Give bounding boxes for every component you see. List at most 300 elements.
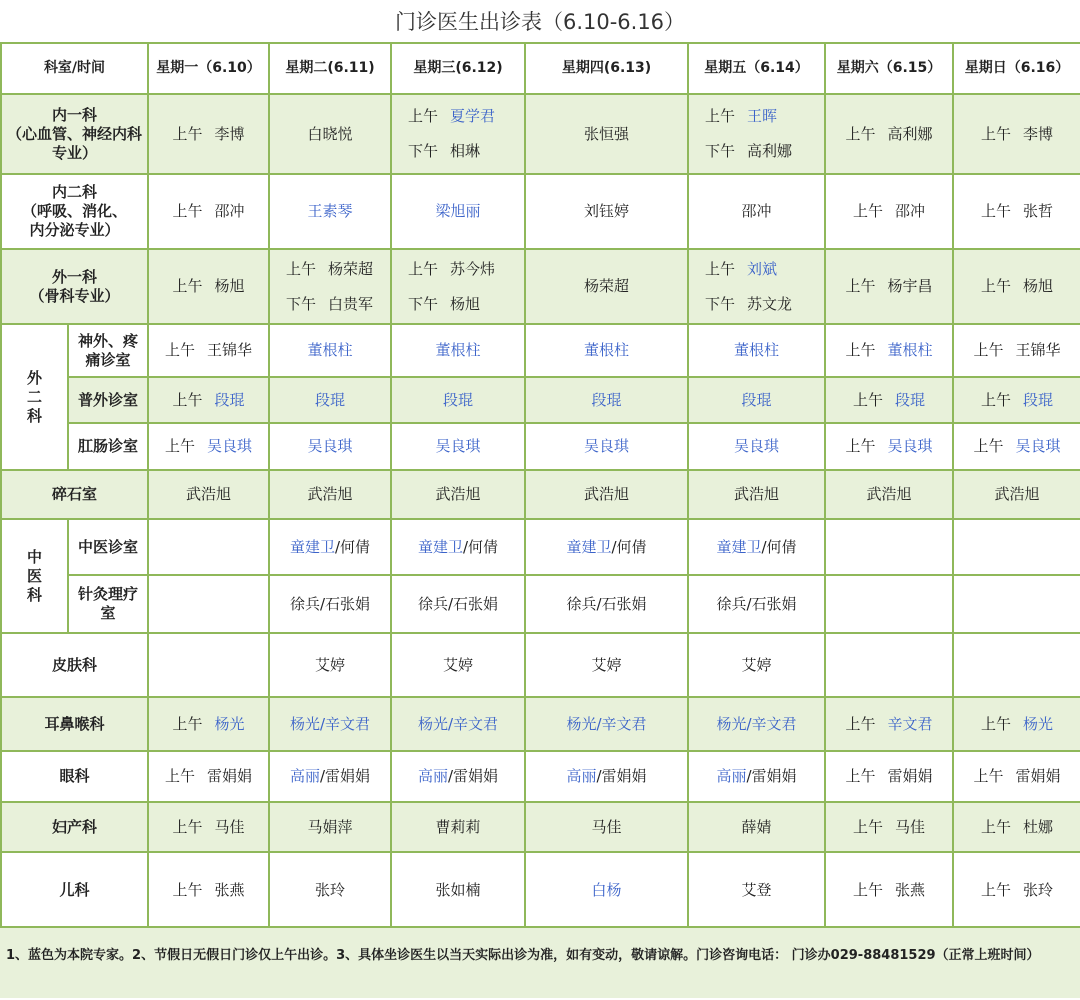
schedule-cell (391, 249, 525, 324)
schedule-cell (525, 802, 688, 852)
dept-label: 针灸理疗室 (68, 575, 148, 633)
expert-doctor-name: 高丽 (289, 767, 320, 785)
schedule-cell (148, 470, 269, 519)
schedule-cell (953, 575, 1080, 633)
day-header: 星期一（6.10） (148, 43, 269, 94)
schedule-cell (953, 697, 1080, 751)
day-header: 星期六（6.15） (825, 43, 953, 94)
doctor-entry (584, 341, 629, 359)
doctor-entry (845, 767, 932, 785)
expert-doctor-name: 吴良琪 (1015, 437, 1061, 455)
schedule-cell (269, 94, 391, 174)
doctor-entry (584, 125, 629, 143)
session-label: 上午 (852, 817, 883, 836)
doctor-entry (981, 391, 1053, 409)
doctor-name: 白贵军 (328, 294, 374, 313)
table-row (1, 751, 1080, 802)
schedule-cell (953, 802, 1080, 852)
doctor-entry (981, 125, 1053, 143)
schedule-cell (148, 852, 269, 928)
doctor-name: 艾婷 (741, 655, 772, 674)
schedule-cell (525, 575, 688, 633)
schedule-cell (953, 324, 1080, 377)
dept-label: 普外诊室 (68, 377, 148, 423)
session-label: 上午 (705, 107, 736, 125)
table-row (1, 575, 1080, 633)
schedule-cell (688, 324, 825, 377)
dept-label: 妇产科 (1, 802, 148, 852)
doctor-name: /雷娟娟 (447, 767, 499, 785)
schedule-cell (825, 324, 953, 377)
doctor-name: 武浩旭 (994, 485, 1040, 503)
schedule-cell (269, 324, 391, 377)
session-label: 上午 (852, 202, 883, 220)
doctor-entry (716, 767, 796, 785)
dept-label: 皮肤科 (1, 633, 148, 697)
day-header: 星期二(6.11) (269, 43, 391, 94)
doctor-name: 张哲 (1023, 202, 1054, 220)
doctor-name: /何倩 (761, 537, 797, 556)
doctor-name: 艾登 (741, 880, 772, 899)
table-row (1, 852, 1080, 928)
doctor-name: 武浩旭 (866, 485, 912, 503)
session-label: 上午 (852, 880, 883, 899)
session-label: 上午 (973, 437, 1004, 455)
doctor-entry (435, 202, 480, 220)
doctor-entry (270, 252, 390, 287)
page-title: 门诊医生出诊表（6.10-6.16） (394, 10, 686, 34)
doctor-name: 雷娟娟 (887, 767, 933, 785)
dept-label: 碎石室 (1, 470, 148, 519)
doctor-name: 杨荣超 (583, 277, 629, 295)
schedule-cell (148, 324, 269, 377)
doctor-entry (165, 767, 252, 785)
doctor-name: /雷娟娟 (596, 767, 647, 785)
doctor-entry (716, 595, 796, 613)
schedule-cell (688, 174, 825, 249)
doctor-name: /雷娟娟 (319, 767, 371, 785)
session-label: 下午 (705, 294, 736, 313)
expert-doctor-name: 王素琴 (307, 202, 353, 220)
table-row (1, 802, 1080, 852)
session-label: 上午 (845, 767, 876, 785)
session-label: 上午 (980, 202, 1011, 220)
doctor-entry (165, 341, 252, 359)
schedule-cell (688, 519, 825, 575)
doctor-name: 马佳 (214, 817, 245, 836)
session-label: 上午 (845, 714, 876, 733)
doctor-entry (290, 538, 370, 556)
session-label: 上午 (172, 817, 203, 836)
doctor-name: 杨宇昌 (887, 277, 933, 295)
doctor-entry (315, 656, 345, 674)
doctor-entry (270, 287, 390, 322)
doctor-entry (307, 485, 352, 503)
doctor-entry (716, 538, 796, 556)
doctor-entry (981, 202, 1053, 220)
schedule-cell (825, 249, 953, 324)
schedule-cell (825, 377, 953, 423)
doctor-entry (435, 881, 480, 899)
doctor-entry (290, 767, 370, 785)
session-label: 上午 (172, 714, 203, 733)
expert-doctor-name: 辛文君 (887, 714, 933, 733)
group-label: 中医科 (27, 547, 43, 604)
schedule-cell (825, 802, 953, 852)
doctor-name: 高利娜 (887, 124, 933, 143)
doctor-name: 武浩旭 (733, 485, 779, 503)
expert-doctor-name: 段琨 (895, 390, 926, 409)
day-header: 星期三(6.12) (391, 43, 525, 94)
doctor-entry (418, 595, 498, 613)
doctor-entry (591, 818, 621, 836)
doctor-name: 邵冲 (214, 202, 245, 220)
schedule-cell (391, 470, 525, 519)
schedule-cell (525, 174, 688, 249)
session-label: 上午 (172, 390, 203, 409)
expert-doctor-name: 白杨 (591, 880, 622, 899)
session-label: 上午 (705, 259, 736, 278)
expert-doctor-name: 王晖 (747, 107, 778, 125)
table-row (1, 324, 1080, 377)
doctor-name: 张燕 (895, 880, 926, 899)
schedule-cell (391, 751, 525, 802)
schedule-cell (688, 575, 825, 633)
schedule-cell (391, 174, 525, 249)
session-label: 下午 (408, 294, 439, 313)
footnote: 1、蓝色为本院专家。2、节假日无假日门诊仅上午出诊。3、具体坐诊医生以当天实际出诊为准，如有变动，敬请谅解。门诊咨询电话： 门诊办029-88481529（正常上班时间） (0, 926, 1080, 998)
doctor-name: 高利娜 (747, 142, 793, 160)
session-label: 上午 (286, 259, 317, 278)
doctor-name: 武浩旭 (583, 485, 629, 503)
table-row (1, 94, 1080, 174)
expert-doctor-name: 夏学君 (450, 107, 496, 125)
doctor-entry (566, 715, 646, 733)
doctor-name: 徐兵/石张娟 (566, 594, 647, 613)
schedule-cell (148, 575, 269, 633)
expert-doctor-name: 吴良琪 (583, 437, 629, 455)
session-label: 上午 (845, 437, 876, 455)
schedule-cell (825, 94, 953, 174)
doctor-entry (973, 437, 1060, 455)
expert-doctor-name: 刘斌 (747, 259, 778, 278)
doctor-entry (741, 818, 771, 836)
doctor-name: 马佳 (895, 817, 926, 836)
expert-doctor-name: 高丽 (716, 767, 747, 785)
doctor-entry (392, 252, 524, 287)
schedule-cell (688, 802, 825, 852)
table-row (1, 249, 1080, 324)
doctor-name: 苏文龙 (747, 294, 793, 313)
session-label: 上午 (172, 124, 203, 143)
schedule-cell (953, 249, 1080, 324)
schedule-cell (269, 697, 391, 751)
doctor-entry (845, 125, 932, 143)
schedule-cell (825, 751, 953, 802)
expert-doctor-name: 段琨 (442, 390, 473, 409)
doctor-name: /何倩 (611, 537, 647, 556)
doctor-entry (435, 437, 480, 455)
doctor-entry (584, 437, 629, 455)
doctor-name: 张玲 (1023, 880, 1054, 899)
expert-doctor-name: 段琨 (214, 390, 245, 409)
schedule-cell (391, 633, 525, 697)
table-row (1, 377, 1080, 423)
doctor-entry (172, 818, 244, 836)
schedule-cell (148, 377, 269, 423)
doctor-name: 徐兵/石张娟 (716, 594, 797, 613)
doctor-name: 张如楠 (435, 880, 481, 899)
expert-doctor-name: 杨光 (214, 714, 245, 733)
doctor-entry (443, 656, 473, 674)
schedule-cell (148, 519, 269, 575)
doctor-entry (584, 202, 629, 220)
schedule-cell (688, 249, 825, 324)
schedule-cell (148, 249, 269, 324)
dept-label: 耳鼻喉科 (1, 697, 148, 751)
schedule-cell (525, 423, 688, 470)
doctor-name: 艾婷 (314, 655, 345, 674)
schedule-cell (269, 519, 391, 575)
doctor-name: 薛婧 (741, 817, 772, 836)
schedule-cell (688, 470, 825, 519)
doctor-entry (866, 485, 911, 503)
expert-doctor-name: 段琨 (1023, 390, 1054, 409)
schedule-cell (825, 174, 953, 249)
doctor-entry (172, 715, 244, 733)
expert-doctor-name: 吴良琪 (887, 437, 933, 455)
doctor-entry (315, 391, 345, 409)
expert-doctor-name: 杨光/辛文君 (289, 714, 371, 733)
doctor-name: 李博 (214, 124, 245, 143)
expert-doctor-name: 段琨 (591, 390, 622, 409)
table-row (1, 470, 1080, 519)
doctor-entry (584, 277, 629, 295)
doctor-entry (443, 391, 473, 409)
session-label: 上午 (845, 341, 876, 359)
expert-doctor-name: 高丽 (566, 767, 597, 785)
day-header: 星期四(6.13) (525, 43, 688, 94)
doctor-entry (165, 437, 252, 455)
schedule-cell (525, 377, 688, 423)
schedule-table (0, 42, 1080, 929)
doctor-entry (418, 767, 498, 785)
schedule-cell (391, 94, 525, 174)
session-label: 上午 (980, 817, 1011, 836)
dept-label: 眼科 (1, 751, 148, 802)
expert-doctor-name: 吴良琪 (435, 437, 481, 455)
doctor-entry (392, 287, 524, 322)
schedule-cell (525, 519, 688, 575)
schedule-cell (525, 249, 688, 324)
schedule-cell (148, 423, 269, 470)
session-label: 上午 (980, 880, 1011, 899)
doctor-entry (172, 881, 244, 899)
doctor-entry (689, 134, 824, 169)
doctor-entry (307, 818, 352, 836)
doctor-name: 苏今炜 (450, 259, 496, 278)
session-label: 上午 (164, 437, 195, 455)
doctor-entry (981, 277, 1053, 295)
doctor-entry (172, 391, 244, 409)
doctor-entry (591, 391, 621, 409)
doctor-entry (994, 485, 1039, 503)
doctor-name: 杨旭 (450, 294, 481, 313)
doctor-name: 艾婷 (591, 655, 622, 674)
doctor-name: 杨旭 (1023, 277, 1054, 295)
doctor-entry (307, 125, 352, 143)
table-row (1, 174, 1080, 249)
doctor-entry (307, 341, 352, 359)
session-label: 上午 (172, 202, 203, 220)
doctor-name: 刘钰婷 (583, 202, 629, 220)
schedule-cell (391, 377, 525, 423)
session-label: 上午 (845, 124, 876, 143)
schedule-cell (269, 802, 391, 852)
doctor-entry (172, 125, 244, 143)
schedule-cell (953, 633, 1080, 697)
schedule-cell (953, 519, 1080, 575)
doctor-name: 杨荣超 (328, 259, 374, 278)
session-label: 上午 (980, 277, 1011, 295)
schedule-cell (825, 697, 953, 751)
session-label: 上午 (172, 880, 203, 899)
doctor-entry (307, 202, 352, 220)
doctor-entry (435, 341, 480, 359)
doctor-entry (689, 99, 824, 134)
session-label: 上午 (845, 277, 876, 295)
doctor-entry (845, 715, 932, 733)
schedule-cell (953, 174, 1080, 249)
schedule-cell (825, 852, 953, 928)
doctor-entry (418, 715, 498, 733)
doctor-entry (853, 202, 925, 220)
header-row (1, 43, 1080, 94)
doctor-entry (566, 538, 646, 556)
session-label: 上午 (164, 341, 195, 359)
session-label: 上午 (973, 767, 1004, 785)
session-label: 上午 (408, 259, 439, 278)
expert-doctor-name: 童建卫 (417, 537, 463, 556)
expert-doctor-name: 段琨 (314, 390, 345, 409)
schedule-cell (148, 697, 269, 751)
schedule-cell (953, 751, 1080, 802)
schedule-cell (825, 633, 953, 697)
schedule-cell (953, 423, 1080, 470)
doctor-entry (853, 818, 925, 836)
doctor-entry (435, 818, 480, 836)
doctor-name: /何倩 (462, 537, 499, 556)
doctor-entry (307, 437, 352, 455)
dept-label: 外一科 （骨科专业） (1, 249, 148, 324)
doctor-name: 雷娟娟 (1015, 767, 1061, 785)
schedule-cell (269, 633, 391, 697)
doctor-name: 武浩旭 (307, 485, 353, 503)
schedule-cell (688, 377, 825, 423)
session-label: 上午 (980, 390, 1011, 409)
doctor-entry (186, 485, 231, 503)
doctor-entry (566, 595, 646, 613)
doctor-entry (392, 99, 524, 134)
group-label: 外二科 (27, 368, 43, 425)
expert-doctor-name: 吴良琪 (207, 437, 253, 455)
doctor-entry (741, 391, 771, 409)
schedule-cell (391, 575, 525, 633)
doctor-entry (853, 391, 925, 409)
schedule-cell (825, 575, 953, 633)
schedule-cell (391, 852, 525, 928)
doctor-name: 张玲 (314, 880, 345, 899)
expert-doctor-name: 杨光/辛文君 (417, 714, 499, 733)
dept-label: 儿科 (1, 852, 148, 928)
day-header: 星期五（6.14） (688, 43, 825, 94)
doctor-entry (981, 715, 1053, 733)
schedule-cell (269, 852, 391, 928)
doctor-entry (315, 881, 345, 899)
session-label: 下午 (286, 294, 317, 313)
doctor-entry (741, 202, 771, 220)
schedule-cell (269, 377, 391, 423)
doctor-name: 曹莉莉 (435, 817, 481, 836)
schedule-cell (148, 802, 269, 852)
doctor-name: 艾婷 (442, 655, 473, 674)
doctor-name: 马娟萍 (307, 817, 353, 836)
schedule-cell (525, 852, 688, 928)
expert-doctor-name: 杨光/辛文君 (566, 714, 647, 733)
schedule-cell (953, 94, 1080, 174)
expert-doctor-name: 董根柱 (583, 341, 629, 359)
doctor-entry (566, 767, 646, 785)
expert-doctor-name: 段琨 (741, 390, 772, 409)
doctor-entry (172, 202, 244, 220)
schedule-cell (525, 94, 688, 174)
schedule-cell (825, 423, 953, 470)
schedule-cell (525, 697, 688, 751)
doctor-entry (435, 485, 480, 503)
schedule-cell (391, 802, 525, 852)
expert-doctor-name: 董根柱 (307, 341, 353, 359)
doctor-entry (973, 341, 1060, 359)
doctor-name: /雷娟娟 (746, 767, 797, 785)
doctor-entry (392, 134, 524, 169)
session-label: 下午 (705, 142, 736, 160)
expert-doctor-name: 董根柱 (435, 341, 481, 359)
table-row (1, 633, 1080, 697)
doctor-entry (172, 277, 244, 295)
expert-doctor-name: 童建卫 (289, 537, 335, 556)
schedule-cell (688, 697, 825, 751)
schedule-cell (525, 324, 688, 377)
dept-label: 神外、疼痛诊室 (68, 324, 148, 377)
schedule-cell (148, 633, 269, 697)
schedule-cell (525, 470, 688, 519)
day-header: 星期日（6.16） (953, 43, 1080, 94)
session-label: 下午 (408, 142, 439, 160)
doctor-name: 雷娟娟 (207, 767, 253, 785)
table-row (1, 697, 1080, 751)
schedule-cell (269, 575, 391, 633)
expert-doctor-name: 吴良琪 (307, 437, 353, 455)
doctor-name: 武浩旭 (435, 485, 481, 503)
doctor-entry (741, 656, 771, 674)
doctor-entry (591, 656, 621, 674)
doctor-entry (716, 715, 796, 733)
doctor-entry (418, 538, 498, 556)
doctor-entry (845, 341, 932, 359)
doctor-name: /何倩 (334, 537, 371, 556)
table-row (1, 423, 1080, 470)
doctor-entry (591, 881, 621, 899)
